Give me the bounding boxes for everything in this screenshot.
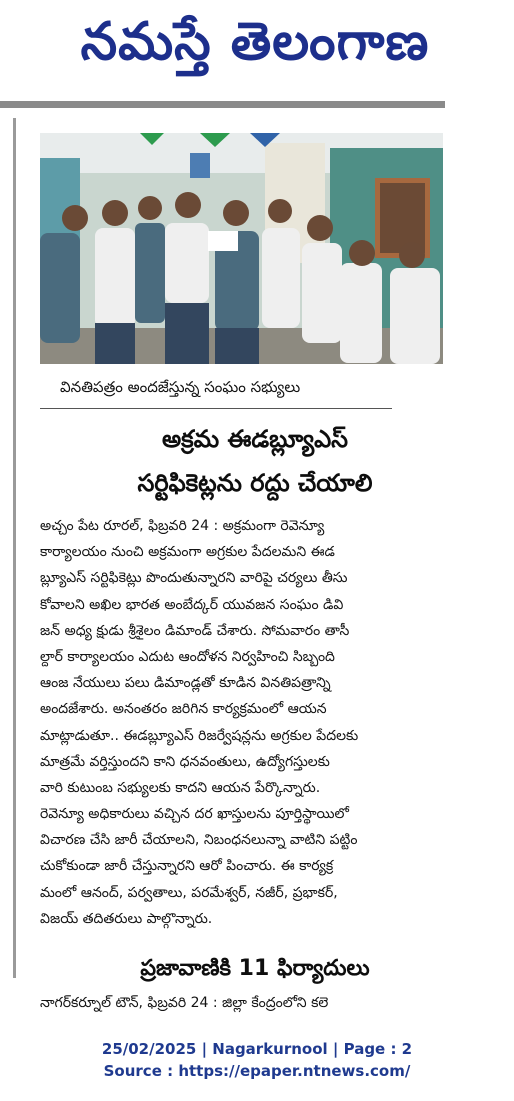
group-photo-illustration — [40, 133, 443, 364]
newspaper-logo: నమస్తే తెలంగాణ — [80, 12, 430, 72]
body-line: మాత్రమే వర్తిస్తుందని కాని ధనవంతులు, ఉద్యోగస్తులకు — [40, 753, 330, 770]
masthead — [0, 0, 514, 98]
headline-line-1: అక్రమ ఈడబ్ల్యూఎస్ — [161, 425, 349, 453]
body-line: విజయ్ తదితరులు పాల్గొన్నారు. — [40, 910, 213, 927]
caption-divider — [40, 408, 392, 409]
body-line: అచ్చం పేట రూరల్, ఫిబ్రవరి 24 : అక్రమంగా రెవెన్యూ — [40, 518, 325, 534]
photo-caption — [40, 372, 443, 410]
caption-text: వినతిపత్రం అందజేస్తున్న సంఘం సభ్యులు — [60, 378, 301, 396]
masthead-divider — [0, 101, 445, 108]
body-line: ల్దార్ కార్యాలయం ఎదుట ఆందోళన నిర్వహించి సిబ్బంది — [40, 648, 335, 665]
body-line: విచారణ చేసి జారీ చేయాలని, నిబంధనలున్నా వాటిని పట్టిం — [40, 832, 358, 849]
body-line: అందజేశారు. అనంతరం జరిగిన కార్యక్రమంలో ఆయన — [40, 701, 327, 718]
footer-date-edition: 25/02/2025 | Nagarkurnool | Page : 2 — [101, 1040, 413, 1058]
second-article-first-line: నాగర్‌కర్నూల్ టౌన్, ఫిబ్రవరి 24 : జిల్లా కేంద్రంలోని కలె — [40, 995, 329, 1011]
news-photo — [40, 133, 443, 364]
body-line: జన్ అధ్య క్షుడు శ్రీశైలం డిమాండ్ చేశారు. సోమవారం తాసీ — [40, 622, 350, 639]
body-line: కోవాలని అఖిల భారత అంబేద్కర్ యువజన సంఘం డివి — [40, 596, 344, 613]
body-line: ఆంజ నేయులు పలు డిమాండ్లతో కూడిన వినతిపత్రాన్ని — [40, 675, 331, 692]
headline-line-2: సర్టిఫికెట్లను రద్దు చేయాలి — [137, 469, 373, 497]
body-line: చుకోకుండా జారీ చేస్తున్నారని ఆరో పించారు. ఈ కార్యక్ర — [40, 858, 334, 875]
body-line: మాట్లాడుతూ.. ఈడబ్ల్యూఎస్ రిజర్వేషన్లను అగ్రకుల పేదలకు — [40, 727, 359, 744]
body-line: రెవెన్యూ అధికారులు వచ్చిన దర ఖాస్తులను పూర్తిస్థాయిలో — [40, 806, 349, 823]
second-article-headline: ప్రజావాణికి 11 ఫిర్యాదులు — [140, 956, 370, 981]
body-line: బ్ల్యూఎస్ సర్టిఫికెట్లు పొందుతున్నారని వారిపై చర్యలు తీసు — [40, 570, 348, 587]
body-line: కార్యాలయం నుంచి అక్రమంగా అగ్రకుల పేదలమని ఈడ — [40, 544, 335, 561]
article-body — [40, 513, 470, 932]
body-line: మంలో ఆనంద్, పర్వతాలు, పరమేశ్వర్, నజీర్, ప్రభాకర్, — [40, 884, 338, 901]
body-line: వారి కుటుంబ సభ్యులకు కాదని ఆయన పేర్కొన్నారు. — [40, 779, 321, 796]
footer-source: Source : https://epaper.ntnews.com/ — [103, 1062, 411, 1080]
clipping-border — [13, 118, 16, 978]
